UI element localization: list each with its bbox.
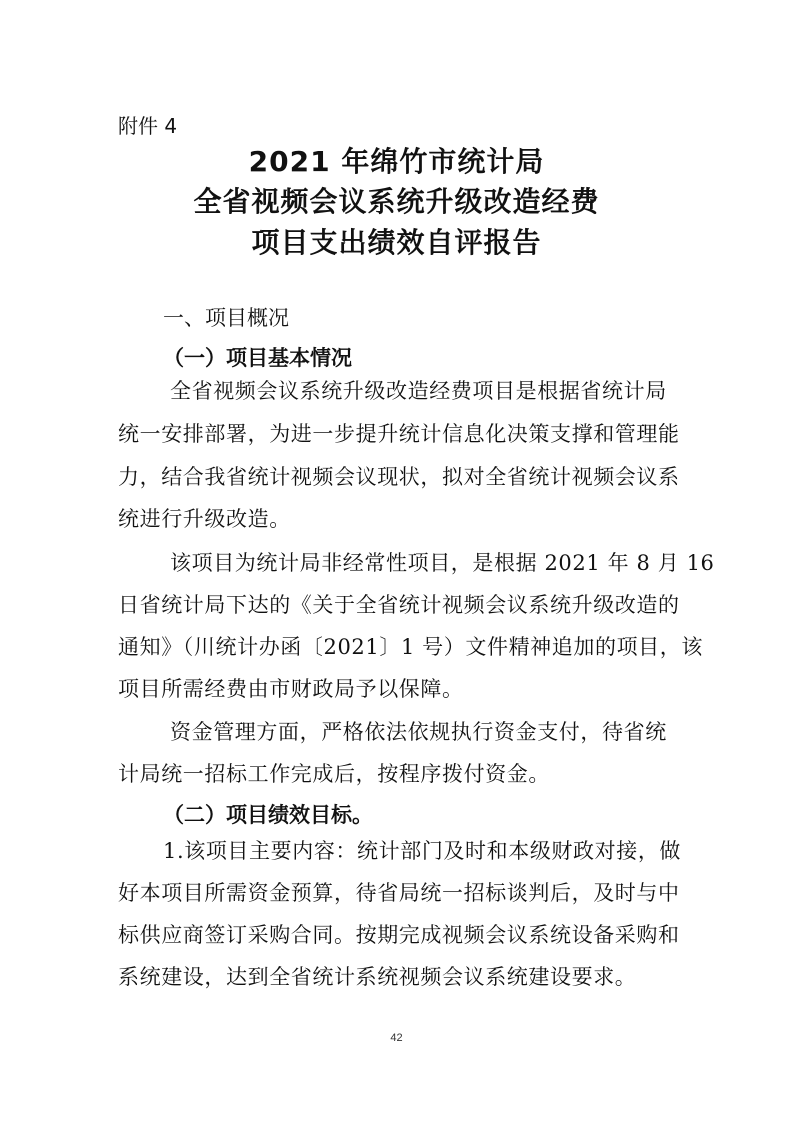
paragraph-line: 标供应商签订采购合同。按期完成视频会议系统设备采购和 bbox=[118, 923, 680, 947]
paragraph-line: 1.该项目主要内容：统计部门及时和本级财政对接，做 bbox=[163, 839, 682, 863]
attachment-label: 附件 4 bbox=[118, 114, 178, 138]
subsection-heading-2: （二）项目绩效目标。 bbox=[163, 803, 373, 827]
paragraph-line: 统进行升级改造。 bbox=[118, 507, 291, 531]
title-line-2: 全省视频会议系统升级改造经费 bbox=[193, 185, 600, 218]
paragraph-line: 资金管理方面，严格依法依规执行资金支付，待省统 bbox=[170, 720, 667, 744]
paragraph-line: 计局统一招标工作完成后，按程序拨付资金。 bbox=[118, 762, 550, 786]
paragraph-line: 日省统计局下达的《关于全省统计视频会议系统升级改造的 bbox=[118, 593, 680, 617]
paragraph-line: 统一安排部署，为进一步提升统计信息化决策支撑和管理能 bbox=[118, 422, 680, 446]
page-number: 42 bbox=[390, 1032, 403, 1044]
paragraph-line: 项目所需经费由市财政局予以保障。 bbox=[118, 677, 464, 701]
title-line-1: 2021 年绵竹市统计局 bbox=[248, 145, 545, 178]
paragraph-line: 通知》（川统计办函〔2021〕1 号）文件精神追加的项目，该 bbox=[118, 635, 703, 659]
title-line-3: 项目支出绩效自评报告 bbox=[251, 226, 542, 259]
paragraph-line: 力，结合我省统计视频会议现状，拟对全省统计视频会议系 bbox=[118, 465, 680, 489]
section-heading: 一、项目概况 bbox=[163, 306, 289, 330]
paragraph-line: 该项目为统计局非经常性项目，是根据 2021 年 8 月 16 bbox=[170, 551, 715, 575]
paragraph-line: 系统建设，达到全省统计系统视频会议系统建设要求。 bbox=[118, 965, 637, 989]
paragraph-line: 全省视频会议系统升级改造经费项目是根据省统计局 bbox=[170, 379, 667, 403]
paragraph-line: 好本项目所需资金预算，待省局统一招标谈判后，及时与中 bbox=[118, 881, 680, 905]
subsection-heading-1: （一）项目基本情况 bbox=[163, 346, 352, 370]
